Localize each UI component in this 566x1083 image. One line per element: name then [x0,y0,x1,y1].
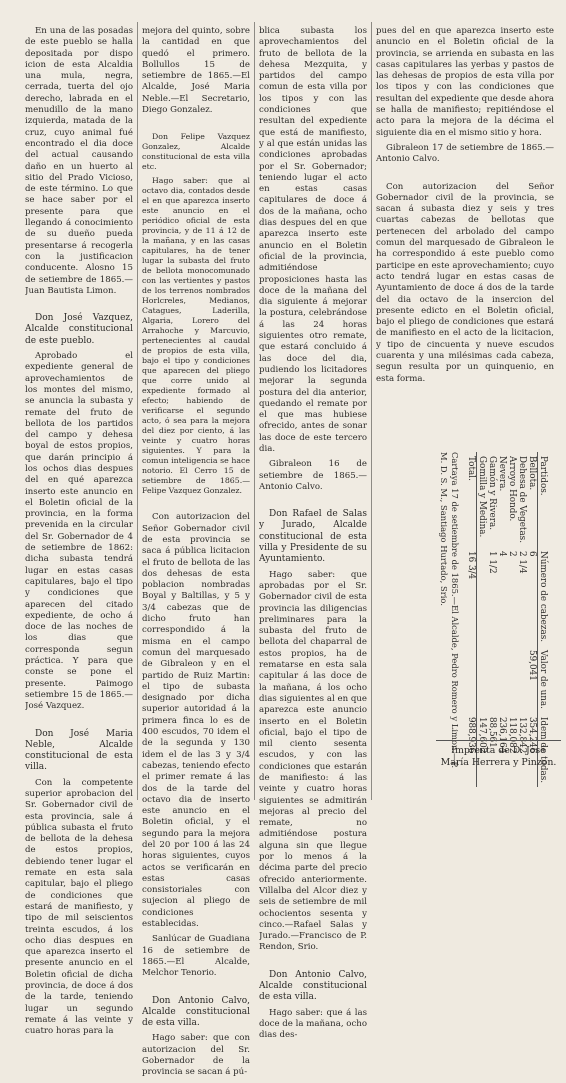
notice-bollullos-continued: mejora del quinto, sobre la cantidad en que quedó el primero. Bollullos 15 de setiembre de 1865.—El Alcalde, José Maria Neble.—El Secretario, Diego Gonzalez. [142,26,250,116]
notice-gibraleon-continued: blica subasta los aprovechamientos del fruto de bellota de la dehesa Mezquita, y partidos del campo comun de esta villa por los tipos y con las condiciones que resultan del expediente que está de manifiesto, y al que están unidas las condiciones aprobadas por el Sr. Gobernador; teniendo lugar el acto en estas casas capitulares de doce á dos de la mañana, ocho dias despues del en que aparezca inserto este anuncio en el Boletin oficial de la provincia, admitiéndose proposiciones hasta las doce de la mañana del dia siguiente á mejorar la postura, celebrándose á las 24 horas siguientes otro remate, que estará concluido á las doce del dia, pudiendo los licitadores mejorar la segunda postura del dia anterior, quedando el remate por el que mas hubiese ofrecido, antes de sonar las doce de este tercero dia. [259,26,367,454]
notice-cartaya: Con autorizacion del Señor Gobernador civil de la provincia, se sacan á subasta diez y seis y tres cuartas cabezas de bellotas que pertenecen del arbolado del campo comun del marquesado de Gibraleon le ha correspondido á este pueblo como participe en este aprovechamiento; cuyo acto tendrá lugar en estas casas de Ayuntamiento de doce á dos de la tarde del dia octavo de la insercion del presente edicto en el Boletin oficial, bajo el pliego de condiciones que estará de manifiesto en el acto de la licitacion, y tipo de cincuenta y nueve escudos cuarenta y una milésimas cada cabeza, segun resulta por un quinquenio, en esta forma. [376,181,554,384]
column-rule [371,22,372,800]
notice-gibraleon-2-signature: Gibraleon 17 de setiembre de 1865.—Antonio Calvo. [376,142,554,165]
table-row: Nevera. 4 236,164 [497,456,507,754]
column-rule [254,22,255,800]
table-footer-signature: Cartaya 17 de setiembre de 1865.—El Alcalde, Pedro Romero y Limon.—P. M. D. S. M., Santiago Hurtado, Srio. [439,452,460,769]
column-1 [25,26,133,1042]
notice-alosno: En una de las posadas de este pueblo se halla depositada por dispo icion de esta Alcaldia una mula, negra, cerrada, tuerta del ojo derecho, labrada en el menudillo de la mano izquierda, matada de la cruz, cuyo animal fué encontrado el dia doce del actual causando daño en un huerto al sitio del Prado Vicioso, de este término. Lo que se hace saber por el presente para que llegando á conocimiento de su dueño pueda presentarse á recogerla con la justificacion conducente. Alosno 15 de setiembre de 1865.— Juan Bautista Limon. [25,26,133,296]
table-row: Gamón y Rivera. 1 1/2 88,561 [487,456,497,748]
notice-heading-el-cerro: Don Felipe Vazquez Gonzalez, Alcalde constitucional de esta villa etc. [142,132,250,172]
table-header-cabezas: Número de cabezas. [538,547,549,646]
table-row: Dehesa de Vegetas. 2 1/4 132,842 [517,456,527,754]
bellota-table-block [436,452,558,782]
notice-gibraleon: Hago saber: que con autorizacion del Sr. Gobernador de la provincia se sacan á pú- [142,1033,250,1078]
table-header-valor: Valor de una. [538,646,549,713]
notice-heading-bollullos: Don José Maria Neble, Alcalde constitucional de esta villa. [25,728,133,773]
table-header-todas: Idem de todas. [538,713,549,787]
column-rule [137,22,138,800]
notice-gibraleon-2-continued: pues del en que aparezca inserto este anuncio en el Boletin oficial de la provincia, se arrienda en subasta en las casas capitulares las yerbas y pastos de las dehesas de propios de esta villa por los tipos y con las condiciones que resultan del expediente que desde ahora se halla de manifiesto; repitiéndose el acto para la mejora de la décima el siguiente dia en el mismo sitio y hora. [376,26,554,138]
column-4 [376,26,554,389]
notice-villalba: Hago saber: que aprobadas por el Sr. Gobernador civil de esta provincia las diligencias preliminares para la subasta del fruto de bellota del chaparral de estos propios, ha de rematarse en esta sala capitular á las doce de la mañana, á los ocho dias siguientes al en que aparezca este anuncio inserto en el Boletin oficial, bajo el tipo de mil ciento sesenta escudos, y con las condiciones que estarán de manifiesto: á las veinte y cuatro horas siguientes se admitirán mejoras al precio del remate, no admitiéndose postura alguna sin que llegue por lo menos á la décima parte del precio ofrecido anteriormente. Villalba del Alcor diez y seis de setiembre de mil ochocientos sesenta y cinco.—Rafael Salas y Jurado.—Francisco de P. Rendon, Srio. [259,569,367,953]
notice-heading-paimogo: Don José Vazquez, Alcalde constitucional de este pueblo. [25,313,133,346]
table-row: Bellota. 6 59,041 354,246 [527,456,537,754]
table-header-partidos: Partidos. [538,452,549,547]
notice-heading-gibraleon-2: Don Antonio Calvo, Alcalde constitucional de esta villa. [259,969,367,1003]
table-row: Gomilla y Medina. 147,602 [477,456,487,754]
notice-el-cerro: Hago saber: que al octavo dia, contados desde el en que aparezca inserto este anuncio en el periódico oficial de esta provincia, y de 11 á 12 de la mañana, y en las casas capitulares, ha de tener lugar la subasta del fruto de bellota monocomunado con las vertientes y pastos de los terrenos nombrados Horlcreles, Medianos, Catagues, Laderilla, Algaria, Lorero del Arrahoche y Marcuvio, pertenecientes al caudal de propios de esta villa, bajo el tipo y condiciones que aparecen del pliego que corre unido al expediente formado al efecto; habiendo de verificarse el segundo acto, ó sea para la mejora del diez por ciento, á las veinte y cuatro horas siguientes. Y para la comun inteligencia se hace notorio. El Cerro 15 de setiembre de 1865.—Felipe Vazquez Gonzalez. [142,176,250,496]
bellota-table-rotated [436,452,548,784]
notice-paimogo: Aprobado el expediente general de aprovechamientos de los montes del mismo, se anuncia la subasta y remate del fruto de bellota de los partidos del campo y dehesa boyal de estos propios, que darán principio á los ochos dias despues del en qué aparezca inserto este anuncio en el Boletin oficial de la provincia, en la forma prevenida en la circular del Sr. Gobernador de 4 de setiembre de 1862: dicha subasta tendrá lugar en estas casas capitulares, bajo el tipo y condiciones que aparecen del citado expediente, de ocho á doce de las noches de los dias que corresponda segun práctica. Y para que conste se pone el presente. Paimogo setiembre 15 de 1865.—José Vazquez. [25,351,133,712]
table-total-row: Total. 16 3/4 988,936 [466,452,477,787]
table-row: Arroyo Hondo. 2 118,082 [507,456,517,754]
notice-sanlucar: Con autorizacion del Señor Gobernador civil de esta provincia se saca á pública licitacion el fruto de bellota de las dos dehesas de esta poblacion nombradas Boyal y Baltillas, y 5 y 3/4 cabezas que de dicho fruto han correspondido á la misma en el campo comun del marquesado de Gibraleon y en el partido de Ruiz Martin: el tipo de subasta designado por dicha superior autoridad á la primera finca lo es de 400 escudos, 70 idem el de la segunda y 130 idem el de las 3 y 3/4 cabezas, teniendo efecto el primer remate á las dos de la tarde del octavo dia de inserto este anuncio en el Boletin oficial, y el segundo para la mejora del 20 por 100 á las 24 horas siguientes, cuyos actos se verificarán en estas casas consistoriales con sujecion al pliego de condiciones establecidas. [142,512,250,930]
notice-bollullos: Con la competente superior aprobacion del Sr. Gobernador civil de esta provincia, sale á pública subasta el fruto de bellota de la dehesa de estos propios, debiendo tener lugar el remate en esta sala capitular, bajo el pliego de condiciones que estará de manifiesto, y tipo de mil seiscientos treinta escudos, á los ocho dias despues en que aparezca inserto el presente anuncio en el Boletin oficial de dicha provincia, de doce á dos de la tarde, teniendo lugar un segundo remate á las veinte y cuatro horas para la [25,777,133,1037]
column-3 [259,26,367,1046]
bellota-table [466,452,548,787]
notice-gibraleon-signature: Gibraleon 16 de setiembre de 1865.—Antonio Calvo. [259,459,367,492]
imprint-line: Imprenta de D. José María Herrera y Pinzon. [436,740,561,769]
notice-sanlucar-signature: Sanlúcar de Guadiana 16 de setiembre de 1865.—El Alcalde, Melchor Tenorio. [142,934,250,979]
notice-heading-villalba: Don Rafael de Salas y Jurado, Alcalde constitucional de esta villa y Presidente de su Ayuntamiento. [259,509,367,565]
notice-gibraleon-2: Hago saber: que á las doce de la mañana, ocho dias des- [259,1007,367,1041]
column-2 [142,26,250,1083]
notice-heading-gibraleon: Don Antonio Calvo, Alcalde constitucional de esta villa. [142,995,250,1029]
